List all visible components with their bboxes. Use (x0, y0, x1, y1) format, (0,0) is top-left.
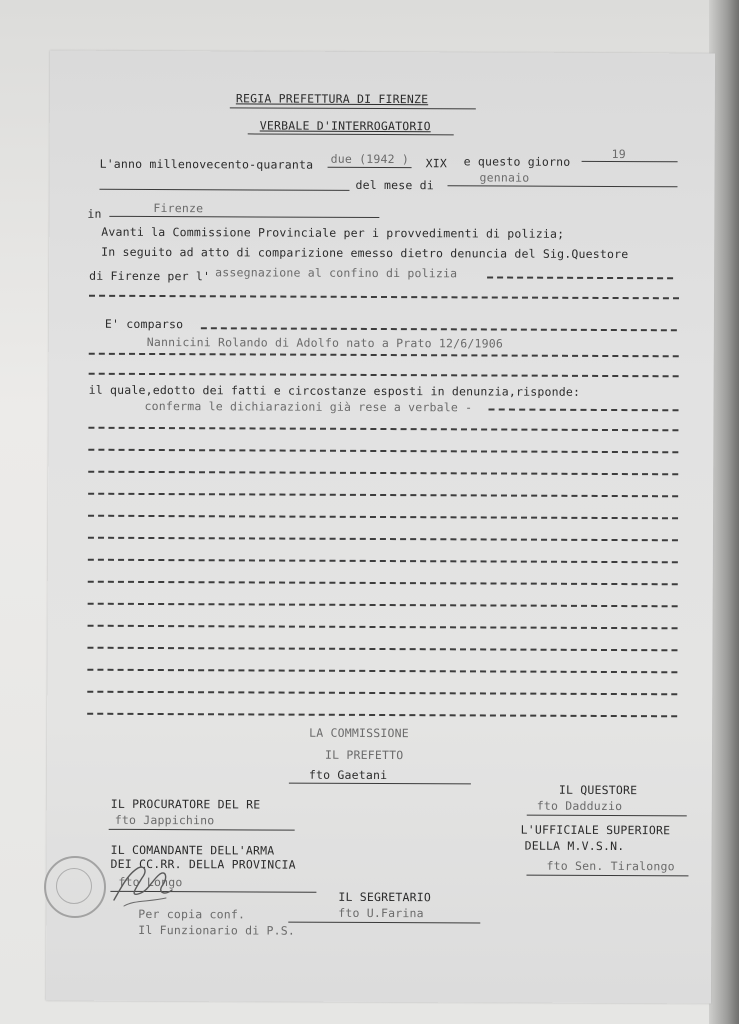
dash-line (88, 603, 678, 608)
dash-line (88, 427, 678, 432)
questore-name: fto Dadduzio (536, 798, 623, 814)
dash-line (87, 713, 677, 718)
appeared-person: Nannicini Rolando di Adolfo nato a Prato 12/6/1906 (146, 334, 504, 351)
segretario-name: fto U.Farina (338, 905, 424, 921)
dash-line (87, 691, 677, 696)
dash-line (89, 295, 679, 300)
dash-line (87, 669, 677, 674)
dash-line (88, 449, 678, 454)
month-rule (447, 185, 677, 187)
official-seal-inner-ring (56, 868, 92, 904)
year-rule (328, 167, 412, 168)
era-mark: XIX (425, 156, 447, 171)
procuratore-name: fto Jappichino (114, 812, 215, 828)
day-label: e questo giorno (463, 154, 571, 169)
appeared-label: E' comparso (104, 316, 184, 332)
segretario-signature-rule (288, 922, 480, 924)
dash-line (88, 493, 678, 498)
response-text: conferma le dichiarazioni già rese a verbale - (144, 398, 473, 415)
day-rule (582, 161, 678, 162)
comandante-name: fto Longo (118, 874, 183, 890)
ufficiale-name: fto Sen. Tiralongo (546, 858, 675, 874)
dash-line (88, 515, 678, 520)
dash-line (201, 327, 677, 331)
dash-line (88, 537, 678, 542)
procuratore-label: IL PROCURATORE DEL RE (110, 796, 261, 812)
document-title: VERBALE D'INTERROGATORIO (259, 118, 431, 134)
month-label: del mese di (355, 177, 434, 193)
body-line-3-value: assegnazione al confino di polizia (215, 265, 458, 281)
dash-line (89, 373, 679, 378)
procuratore-signature-rule (109, 829, 295, 831)
document-title-rule (248, 133, 454, 135)
day-value: 19 (611, 147, 626, 162)
month-value: gennaio (479, 170, 530, 185)
certification-line-2: Il Funzionario di P.S. (138, 922, 296, 938)
place-value: Firenze (153, 201, 204, 216)
ufficiale-label-2: DELLA M.V.S.N. (524, 838, 625, 854)
dash-line (89, 353, 679, 358)
dash-line (489, 408, 679, 411)
response-intro: il quale,edotto dei fatti e circostanze esposti in denunzia,risponde: (88, 382, 581, 399)
prefetto-label: IL PREFETTO (324, 747, 404, 763)
dash-line (87, 647, 677, 652)
date-fill-rule (99, 189, 349, 191)
prefetto-signature-rule (289, 783, 471, 785)
dash-line (88, 581, 678, 586)
commission-label: LA COMMISSIONE (309, 725, 409, 741)
dash-line (88, 625, 678, 630)
body-line-3-prefix: di Firenze per l' (89, 268, 211, 284)
dash-line (88, 559, 678, 564)
place-label: in (87, 206, 102, 221)
body-line-1: Avanti la Commissione Provinciale per i provvedimenti di polizia; (101, 224, 565, 241)
questore-signature-rule (527, 815, 687, 817)
place-rule (109, 216, 379, 218)
certification-line-1: Per copia conf. (138, 906, 246, 922)
body-line-2: In seguito ad atto di comparizione emesso dietro denuncia del Sig.Questore (101, 244, 629, 262)
dash-line (88, 471, 678, 476)
office-header: REGIA PREFETTURA DI FIRENZE (235, 91, 429, 107)
handwritten-signature (108, 856, 178, 912)
comandante-label-2: DEI CC.RR. DELLA PROVINCIA (110, 856, 296, 872)
ufficiale-label-1: L'UFFICIALE SUPERIORE (520, 822, 671, 838)
date-prefix: L'anno millenovecento-quaranta (99, 156, 314, 172)
official-seal-stamp (44, 856, 106, 918)
office-header-rule (230, 107, 476, 109)
questore-label: IL QUESTORE (558, 782, 638, 798)
comandante-label-1: IL COMANDANTE DELL'ARMA (110, 842, 275, 858)
ufficiale-signature-rule (526, 875, 688, 877)
prefetto-name: fto Gaetani (308, 767, 388, 783)
dash-line (487, 276, 673, 279)
segretario-label: IL SEGRETARIO (338, 889, 432, 905)
year-handwritten: due (1942 ) (330, 151, 410, 167)
